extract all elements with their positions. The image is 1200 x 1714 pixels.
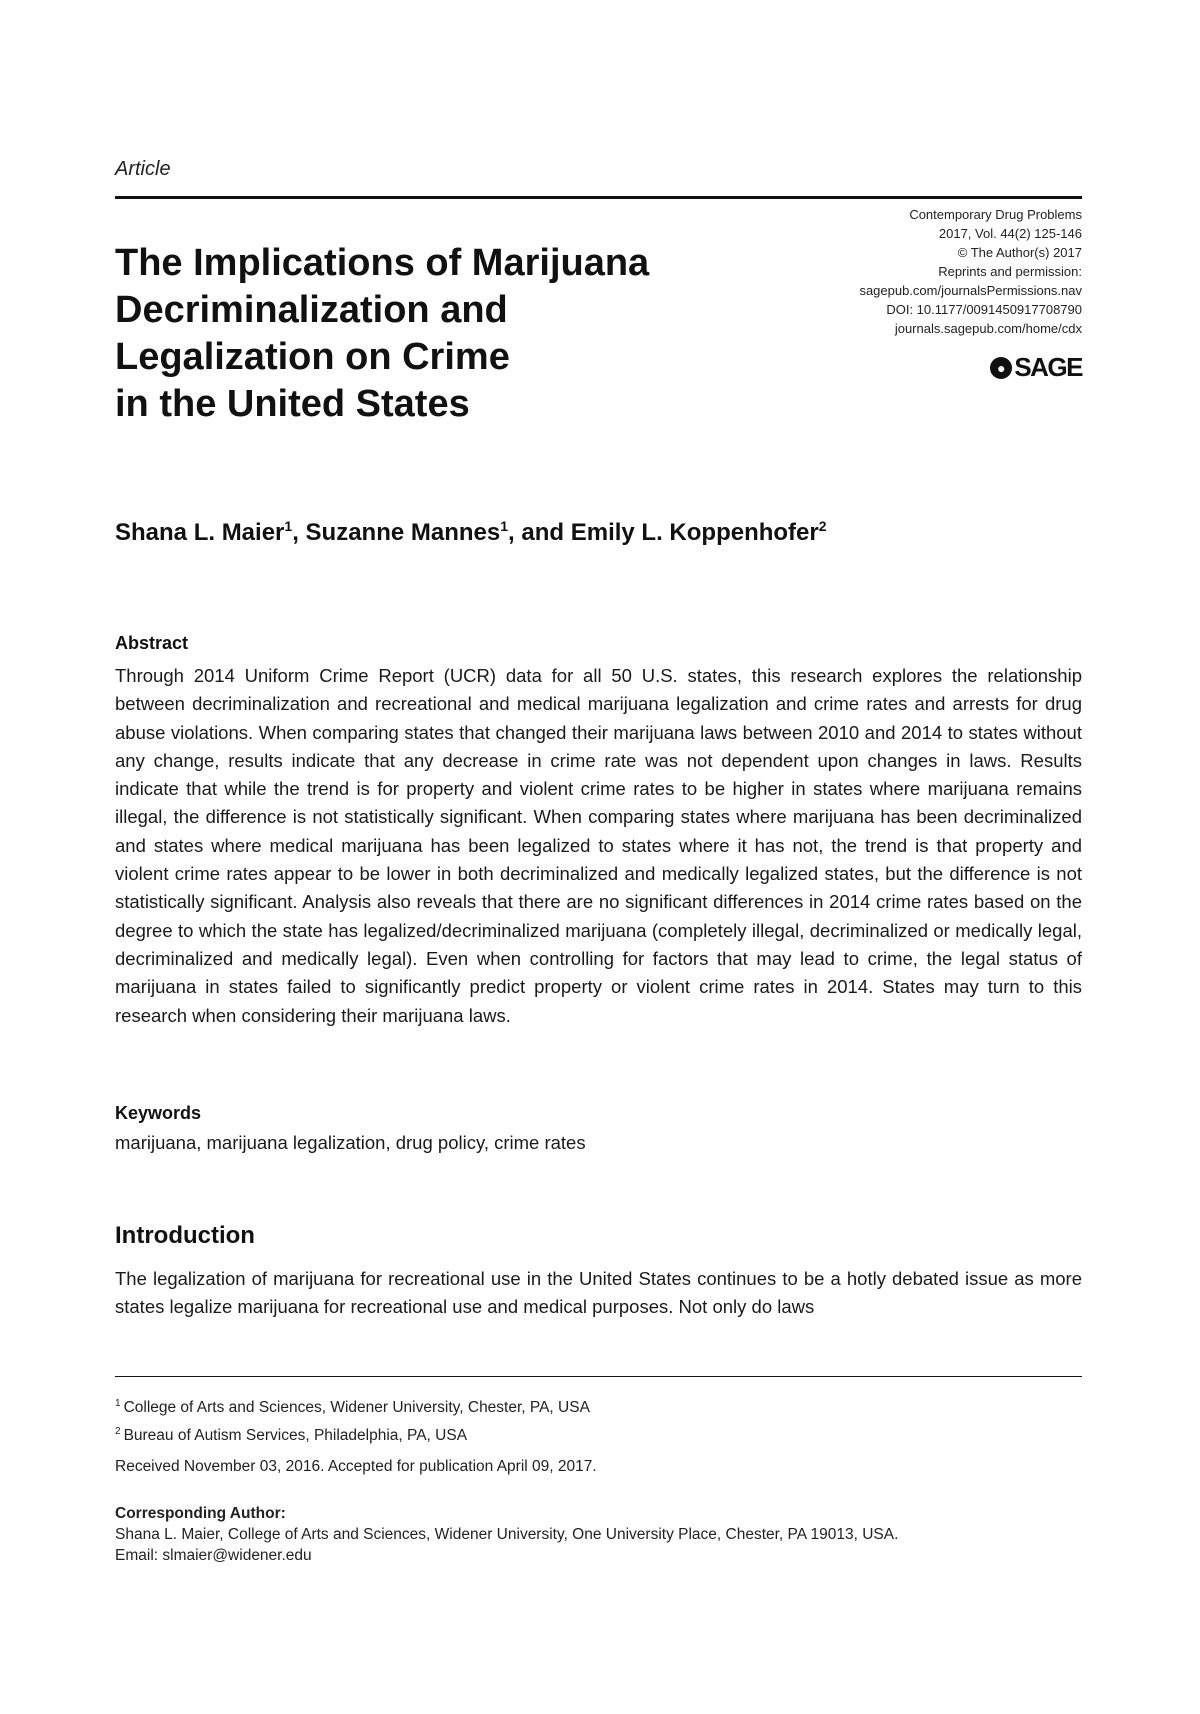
sage-logo-text: SAGE: [1014, 352, 1082, 382]
author-name: Suzanne Mannes: [305, 519, 501, 546]
author-name: Emily L. Koppenhofer: [570, 519, 819, 546]
footnote: [115, 1420, 1082, 1448]
footnote-number: 1: [115, 1398, 121, 1409]
introduction-text: The legalization of marijuana for recreational use in the United States continues to be a hotly debated issue as more states legalize marijuana for recreational use and medical purposes. Not only do laws: [115, 1268, 1082, 1318]
title-line: Legalization on Crime: [115, 336, 510, 378]
journal-permissions-link[interactable]: sagepub.com/journalsPermissions.nav: [859, 283, 1082, 298]
journal-homepage-link[interactable]: journals.sagepub.com/home/cdx: [894, 321, 1082, 336]
footnote-rule: [115, 1376, 1082, 1377]
introduction-heading: Introduction: [115, 1222, 255, 1249]
author-affiliation-mark: 1: [500, 518, 509, 534]
footnote: [115, 1392, 1082, 1420]
author-name: Shana L. Maier: [115, 519, 285, 546]
journal-name: Contemporary Drug Problems: [909, 207, 1082, 222]
abstract-text: Through 2014 Uniform Crime Report (UCR) data for all 50 U.S. states, this research explores the relationship between decriminalization and recreational and medical marijuana legalization and crime rates and arrests for drug abuse violations. When comparing states that changed their marijuana laws between 2010 and 2014 to states without any change, results indicate that any decrease in crime rate was not dependent upon changes in laws. Results indicate that while the trend is for property and violent crime rates to be higher in states where marijuana remains illegal, the difference is not statistically significant. When comparing states where marijuana has been decriminalized and states where medical marijuana has been legalized to states where it has not, the trend is that property and violent crime rates appear to be lower in both decriminalized and medically legalized states, but the difference is not statistically significant. Analysis also reveals that there are no significant differences in 2014 crime rates based on the degree to which the state has legalized/decriminalized marijuana (completely illegal, decriminalized or medically legal, decriminalized and medically legal). Even when controlling for factors that may lead to crime, the legal status of marijuana in states failed to significantly predict property or violent crime rates in 2014. States may turn to this research when considering their marijuana laws.: [115, 665, 1082, 1026]
sage-logo: [990, 352, 1082, 383]
footnotes: [115, 1392, 1082, 1448]
abstract-heading: Abstract: [115, 633, 189, 653]
title-line: Decriminalization and: [115, 289, 508, 331]
sage-circle-icon: ●: [990, 357, 1012, 379]
footnote-text: College of Arts and Sciences, Widener University, Chester, PA, USA: [123, 1399, 590, 1417]
keywords-heading: Keywords: [115, 1103, 202, 1123]
corresponding-address: Shana L. Maier, College of Arts and Sciences, Widener University, One University Place, Chester, PA 19013, USA.: [115, 1526, 899, 1543]
author-affiliation-mark: 2: [818, 518, 827, 534]
title-line: in the United States: [115, 383, 470, 425]
received-dates: Received November 03, 2016. Accepted for publication April 09, 2017.: [115, 1458, 597, 1475]
journal-copyright: © The Author(s) 2017: [957, 245, 1082, 260]
article-title: [115, 240, 755, 428]
corresponding-heading: Corresponding Author:: [115, 1505, 286, 1522]
author-separator: , and: [508, 519, 571, 546]
footnote-number: 2: [115, 1426, 121, 1438]
journal-reprints: Reprints and permission:: [938, 264, 1082, 279]
keywords-text: marijuana, marijuana legalization, drug policy, crime rates: [115, 1132, 586, 1153]
header-rule: [115, 196, 1082, 199]
corresponding-author: [115, 1503, 1082, 1566]
journal-volume: 2017, Vol. 44(2) 125-146: [938, 226, 1082, 241]
journal-doi[interactable]: DOI: 10.1177/0091450917708790: [886, 302, 1082, 317]
section-label: Article: [115, 158, 171, 180]
corresponding-email[interactable]: Email: slmaier@widener.edu: [115, 1547, 312, 1564]
author-list: [115, 518, 827, 547]
author-separator: ,: [292, 519, 306, 546]
author-affiliation-mark: 1: [284, 518, 293, 534]
title-line: The Implications of Marijuana: [115, 242, 650, 284]
footnote-text: Bureau of Autism Services, Philadelphia, PA, USA: [123, 1427, 468, 1445]
journal-info: [722, 205, 1082, 338]
